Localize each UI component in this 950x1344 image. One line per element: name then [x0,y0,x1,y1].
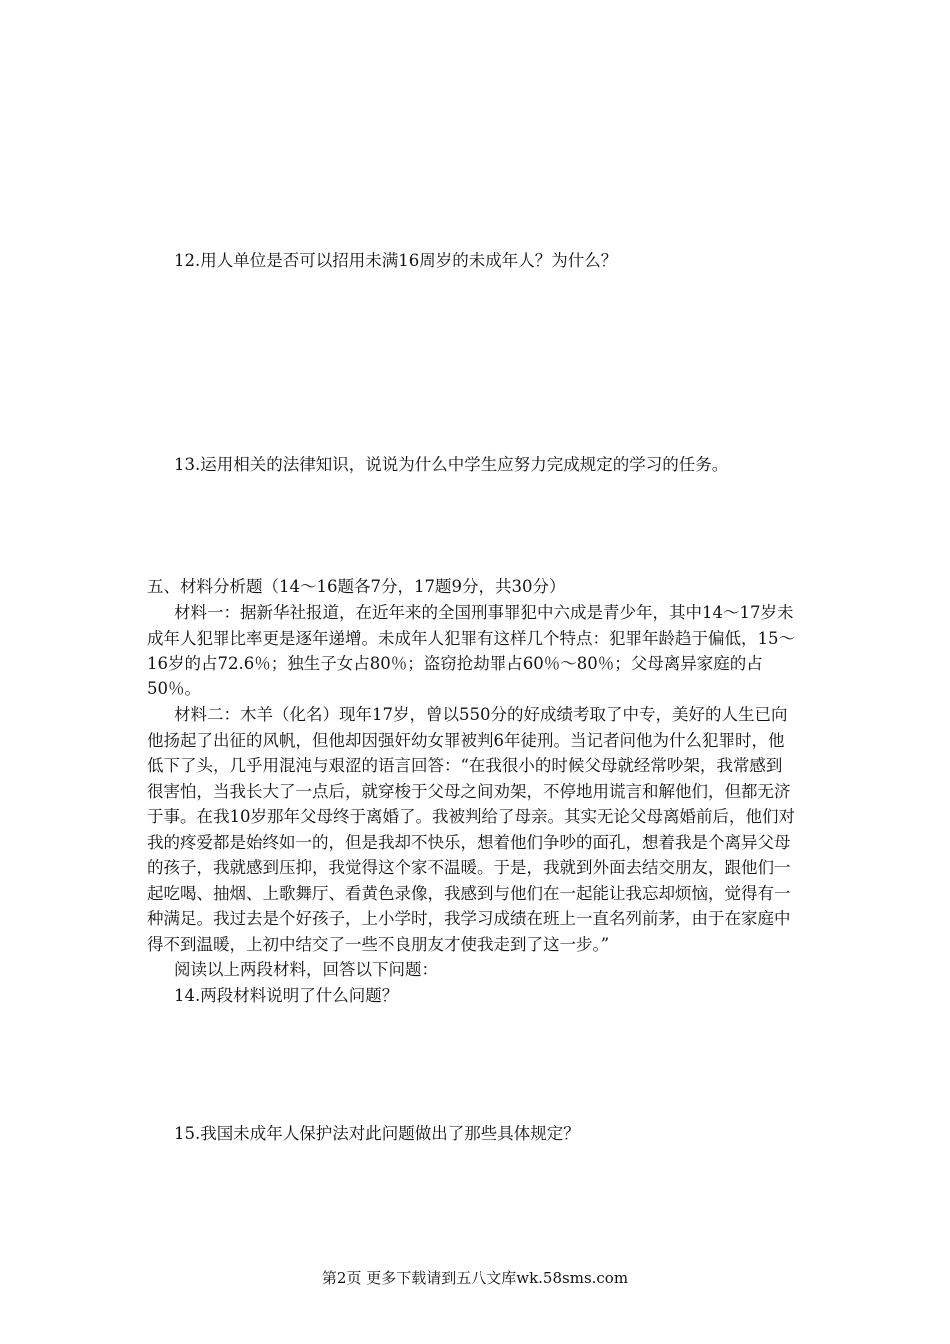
material-2-line: 的孩子，我就感到压抑，我觉得这个家不温暖。于是，我就到外面去结交朋友，跟他们一 [147,858,791,877]
material-2-line: 种满足。我过去是个好孩子，上小学时，我学习成绩在班上一直名列前茅，由于在家庭中 [147,909,791,928]
material-2-line: 很害怕，当我长大了一点后，就穿梭于父母之间劝架，不停地用谎言和解他们，但都无济 [147,782,791,801]
material-2-line: 我的疼爱都是始终如一的，但是我却不快乐，想着他们争吵的面孔，想着我是个离异父母 [147,833,791,852]
question-15: 15.我国未成年人保护法对此问题做出了那些具体规定？ [174,1124,580,1143]
material-2-line: 于事。在我10岁那年父母终于离婚了。我被判给了母亲。其实无论父母离婚前后，他们对 [147,807,795,826]
section-5-title: 五、材料分析题（14～16题各7分，17题9分，共30分） [147,577,566,596]
question-14: 14.两段材料说明了什么问题？ [174,986,399,1005]
question-13: 13.运用相关的法律知识，说说为什么中学生应努力完成规定的学习的任务。 [174,455,729,474]
material-1-line: 16岁的占72.6％；独生子女占80％；盗窃抢劫罪占60％～80％；父母离异家庭的占 [147,654,763,673]
material-2-line: 他扬起了出征的风帆，但他却因强奸幼女罪被判6年徒刑。当记者问他为什么犯罪时，他 [147,731,785,750]
question-12: 12.用人单位是否可以招用未满16周岁的未成年人？为什么？ [174,251,618,270]
material-1-line: 50％。 [147,679,201,698]
material-2-line: 起吃喝、抽烟、上歌舞厅、看黄色录像，我感到与他们在一起能让我忘却烦恼，觉得有一 [147,884,791,903]
page-footer: 第2页 更多下载请到五八文库wk.58sms.com [321,1269,629,1287]
material-1-line: 成年人犯罪比率更是逐年递增。未成年人犯罪有这样几个特点：犯罪年龄趋于偏低，15～ [147,629,795,648]
material-2-line: 材料二：木羊（化名）现年17岁，曾以550分的好成绩考取了中专，美好的人生已向 [174,705,788,724]
material-1-line: 材料一：据新华社报道，在近年来的全国刑事罪犯中六成是青少年，其中14～17岁未 [174,603,794,622]
reading-instruction: 阅读以上两段材料，回答以下问题： [174,960,438,979]
material-2-line: 低下了头，几乎用混沌与艰涩的语言回答：“在我很小的时候父母就经常吵架，我常感到 [147,756,783,775]
material-2-line: 得不到温暖，上初中结交了一些不良朋友才使我走到了这一步。” [147,935,610,954]
